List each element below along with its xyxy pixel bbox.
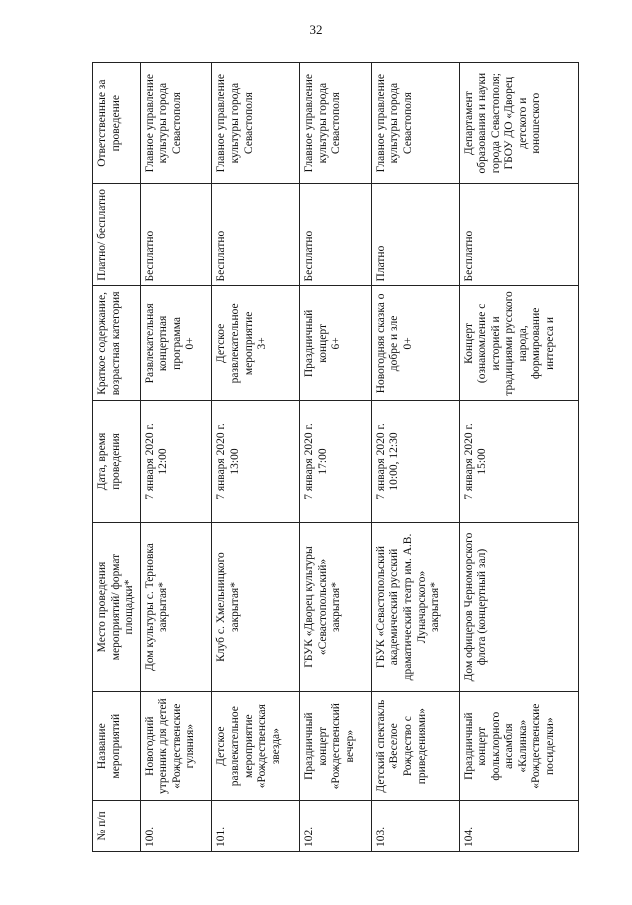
- cell-name: Праздничный концерт «Рождественский вечер»: [300, 692, 372, 801]
- age-category: 6+: [330, 337, 343, 350]
- cell-date: [212, 401, 300, 522]
- cell-paid: Бесплатно: [300, 184, 372, 286]
- cell-venue: [459, 522, 578, 692]
- table-row: [459, 63, 578, 852]
- content-text: Концерт (ознакомление с историей и традициями русского народа, формирование интереса и: [462, 291, 556, 396]
- table-header-row: [93, 63, 141, 852]
- cell-responsible: Главное управление культуры города Севастополя: [140, 63, 212, 184]
- cell-name: Новогодний утренник для детей «Рождественские гуляния»: [140, 692, 212, 801]
- cell-responsible: Департамент образования и науки города Севастополя; ГБОУ ДО «Дворец детского и юношеского: [459, 63, 578, 184]
- table-row: [300, 63, 372, 852]
- cell-paid: Бесплатно: [140, 184, 212, 286]
- cell-venue: [140, 522, 212, 692]
- cell-date: [459, 401, 578, 522]
- header-venue: Место проведения мероприятий/ формат площадки*: [93, 522, 141, 692]
- age-category: 0+: [402, 337, 414, 350]
- date-text: 7 января 2020 г.: [462, 423, 475, 500]
- cell-name: Праздничный концерт фольклорного ансамбля «Калинка» «Рождественские посиделки»: [459, 692, 578, 801]
- date-text: 7 января 2020 г.: [303, 423, 316, 500]
- venue-text: Дом культуры с. Терновка: [143, 543, 156, 671]
- date-text: 7 января 2020 г.: [143, 423, 156, 500]
- cell-paid: Платно: [371, 184, 459, 286]
- cell-content: [459, 286, 578, 401]
- venue-text: ГБУК «Дворец культуры «Севастопольский»: [303, 546, 329, 668]
- page-number: 32: [309, 22, 323, 37]
- cell-date: [371, 401, 459, 522]
- cell-content: [140, 286, 212, 401]
- time-text: 15:00: [476, 448, 489, 475]
- cell-venue: [212, 522, 300, 692]
- table-row: [371, 63, 459, 852]
- cell-num: 101.: [212, 800, 300, 851]
- header-name: Название мероприятий: [93, 692, 141, 801]
- cell-date: [300, 401, 372, 522]
- cell-content: [371, 286, 459, 401]
- cell-name: Детское развлекательное мероприятие «Рождественская звезда»: [212, 692, 300, 801]
- content-text: Новогодняя сказка о добре и зле: [374, 293, 401, 394]
- cell-num: 104.: [459, 800, 578, 851]
- header-responsible: Ответственные за проведение: [93, 63, 141, 184]
- cell-content: [212, 286, 300, 401]
- cell-responsible: Главное управление культуры города Севастополя: [212, 63, 300, 184]
- date-text: 7 января 2020 г.: [374, 423, 387, 500]
- header-paid: Платно/ бесплатно: [93, 184, 141, 286]
- cell-venue: [371, 522, 459, 692]
- content-text: Праздничный концерт: [303, 309, 329, 378]
- content-text: Детское развлекательное мероприятие: [215, 303, 255, 384]
- venue-format: закрытая*: [157, 582, 170, 633]
- cell-content: [300, 286, 372, 401]
- cell-responsible: Главное управление культуры города Севастополя: [371, 63, 459, 184]
- venue-text: Клуб с. Хмельницкого: [215, 552, 228, 662]
- date-text: 7 января 2020 г.: [215, 423, 228, 500]
- cell-num: 102.: [300, 800, 372, 851]
- time-text: 10:00, 12:30: [388, 432, 401, 491]
- cell-paid: Бесплатно: [459, 184, 578, 286]
- cell-name: Детский спектакль «Веселое Рождество с приведениями»: [371, 692, 459, 801]
- age-category: 3+: [256, 337, 269, 350]
- venue-text: Дом офицеров Черноморского флота (концертный зал): [462, 532, 489, 682]
- venue-format: закрытая*: [330, 582, 343, 633]
- header-date: Дата, время проведения: [93, 401, 141, 522]
- time-text: 17:00: [316, 448, 329, 475]
- cell-num: 100.: [140, 800, 212, 851]
- table-row: [140, 63, 212, 852]
- age-category: 0+: [184, 337, 197, 350]
- venue-format: закрытая*: [429, 582, 442, 633]
- content-text: Развлекательная концертная программа: [143, 303, 183, 384]
- header-content: Краткое содержание, возрастная категория: [93, 286, 141, 401]
- table-row: [212, 63, 300, 852]
- time-text: 13:00: [229, 448, 242, 475]
- cell-responsible: Главное управление культуры города Севастополя: [300, 63, 372, 184]
- venue-text: ГБУК «Севастопольский академический русский драматический театр им. А.В. Луначарского»: [374, 533, 428, 681]
- header-num: № п/п: [93, 800, 141, 851]
- time-text: 12:00: [157, 448, 170, 475]
- cell-venue: [300, 522, 372, 692]
- rotated-table-wrapper: [92, 62, 579, 852]
- cell-paid: Бесплатно: [212, 184, 300, 286]
- cell-num: 103.: [371, 800, 459, 851]
- events-table: [92, 62, 579, 852]
- cell-date: [140, 401, 212, 522]
- venue-format: закрытая*: [229, 582, 242, 633]
